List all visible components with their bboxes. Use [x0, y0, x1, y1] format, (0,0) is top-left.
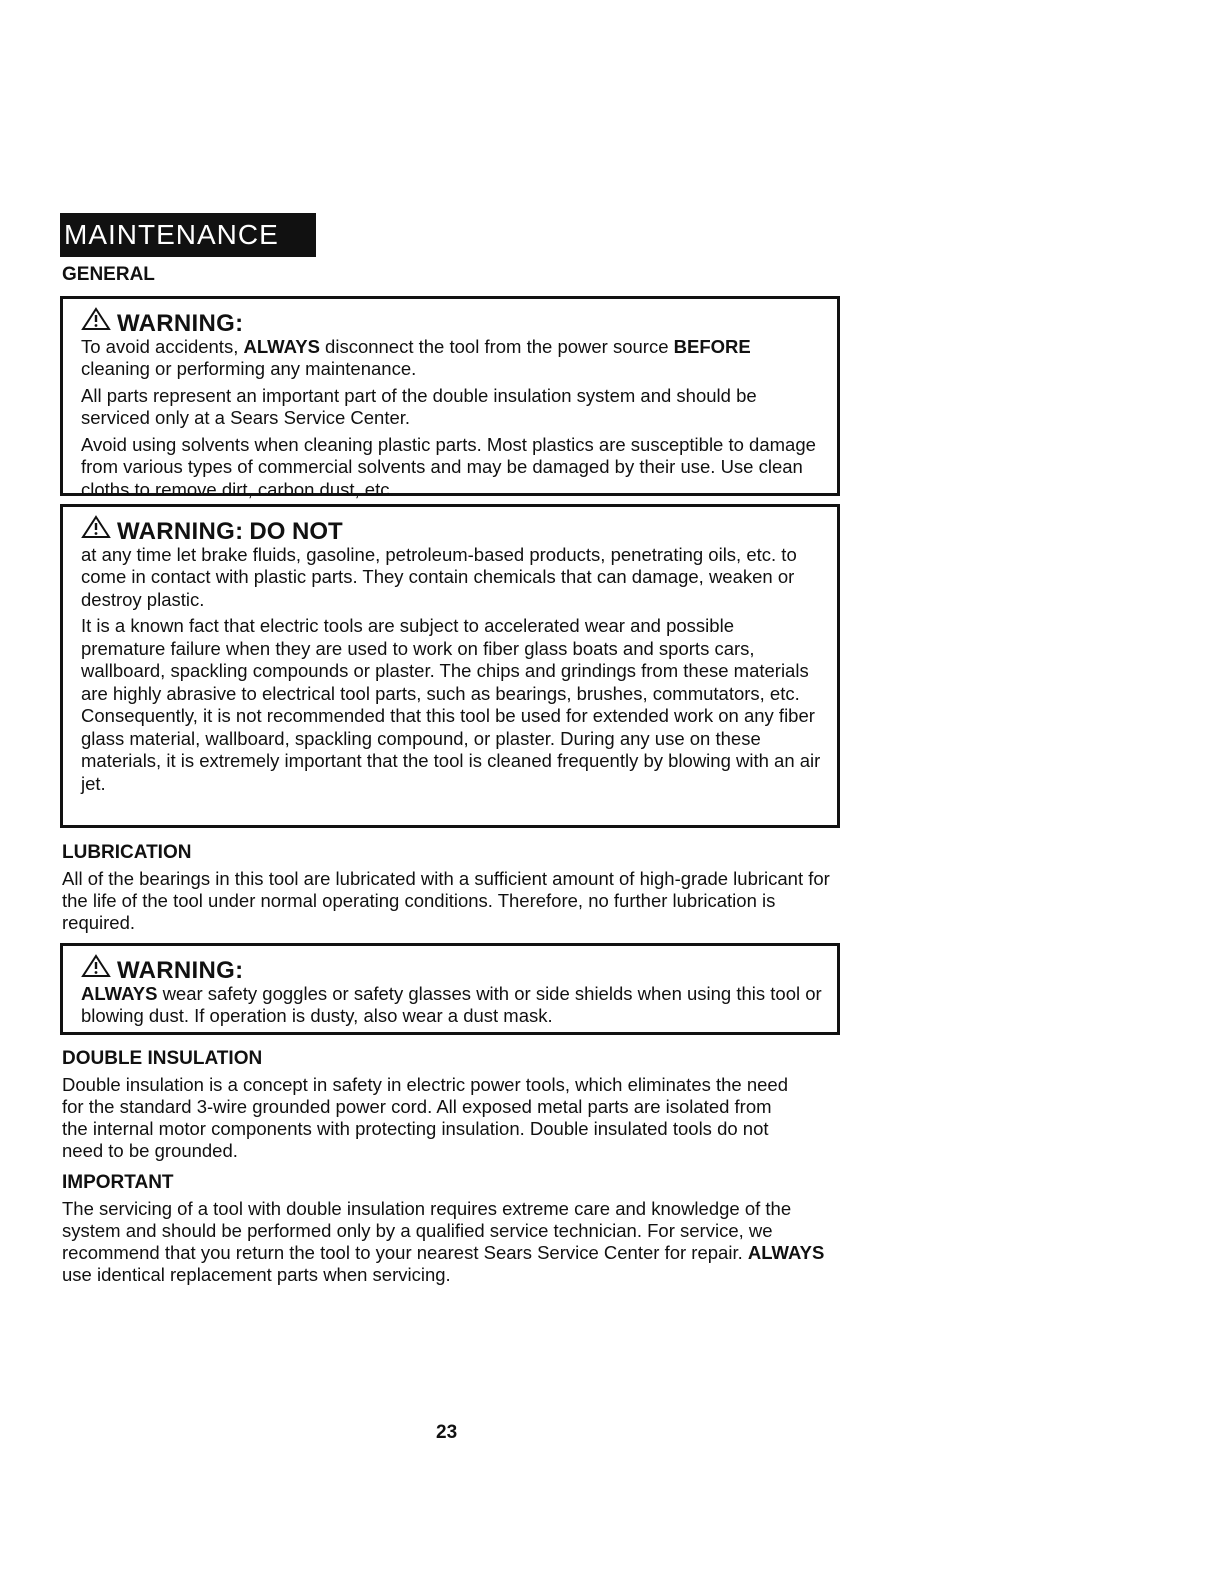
- warning-box-goggles: [60, 943, 840, 1035]
- warning-label: WARNING:: [117, 310, 244, 337]
- warning-text: at any time let brake fluids, gasoline, petroleum-based products, penetrating oils, etc. to come in contact with plastic parts. They contain chemicals that can damage, weaken or destroy plastic.: [81, 543, 797, 610]
- warning-text: ALWAYS wear safety goggles or safety glasses with or side shields when using this tool or blowing dust. If operation is dusty, also wear a dust mask.: [81, 982, 822, 1026]
- important-heading: IMPORTANT: [62, 1172, 174, 1193]
- warning-label: WARNING:: [117, 957, 244, 984]
- warning-triangle-icon: [81, 954, 111, 978]
- warning-paragraph: All parts represent an important part of the double insulation system and should be serviced only at a Sears Service Center.: [81, 384, 757, 428]
- warning-line: [81, 954, 823, 1028]
- warning-triangle-icon: [81, 515, 111, 539]
- double-insulation-heading: DOUBLE INSULATION: [62, 1048, 263, 1069]
- double-insulation-text: Double insulation is a concept in safety in electric power tools, which eliminates the need for the standard 3-wire grounded power cord. All exposed metal parts are isolated from the internal motor components with protecting insulation. Double insulated tools do not need to be grounded.: [62, 1074, 789, 1161]
- warning-triangle-icon: [81, 307, 111, 331]
- lubrication-heading: LUBRICATION: [62, 842, 192, 863]
- warning-box-plastic: [60, 504, 840, 828]
- warning-paragraph: It is a known fact that electric tools are subject to accelerated wear and possible premature failure when they are used to work on fiber glass boats and sports cars, wallboard, spackling compounds or plaster. The chips and grindings from these materials are highly abrasive to electrical tool parts, such as bearings, brushes, commutators, etc. Consequently, it is not recommended that this tool be used for extended work on any fiber glass material, wallboard, spackling compound, or plaster. During any use on these materials, it is extremely important that the tool is cleaned frequently by blowing with an air jet.: [81, 615, 821, 794]
- warning-text: To avoid accidents, ALWAYS disconnect the tool from the power source BEFORE cleaning or performing any maintenance.: [81, 335, 751, 379]
- general-heading: GENERAL: [62, 264, 155, 285]
- warning-paragraph: Avoid using solvents when cleaning plastic parts. Most plastics are susceptible to damage from various types of commercial solvents and may be damaged by their use. Use clean cloths to remove dirt, carbon dust, etc.: [81, 433, 816, 500]
- important-text: The servicing of a tool with double insulation requires extreme care and knowledge of the system and should be performed only by a qualified service technician. For service, we recommend that you return the tool to your nearest Sears Service Center for repair. ALWAYS use identical replacement parts when servicing.: [62, 1198, 825, 1285]
- warning-line: [81, 307, 823, 381]
- lubrication-text: All of the bearings in this tool are lubricated with a sufficient amount of high-grade lubricant for the life of the tool under normal operating conditions. Therefore, no further lubrication is required.: [62, 868, 830, 933]
- warning-label: WARNING:: [117, 518, 244, 545]
- do-not-label: DO NOT: [249, 518, 343, 545]
- warning-line: [81, 515, 823, 611]
- section-title: MAINTENANCE: [60, 213, 316, 257]
- page-number: 23: [436, 1422, 458, 1443]
- warning-box-general: [60, 296, 840, 500]
